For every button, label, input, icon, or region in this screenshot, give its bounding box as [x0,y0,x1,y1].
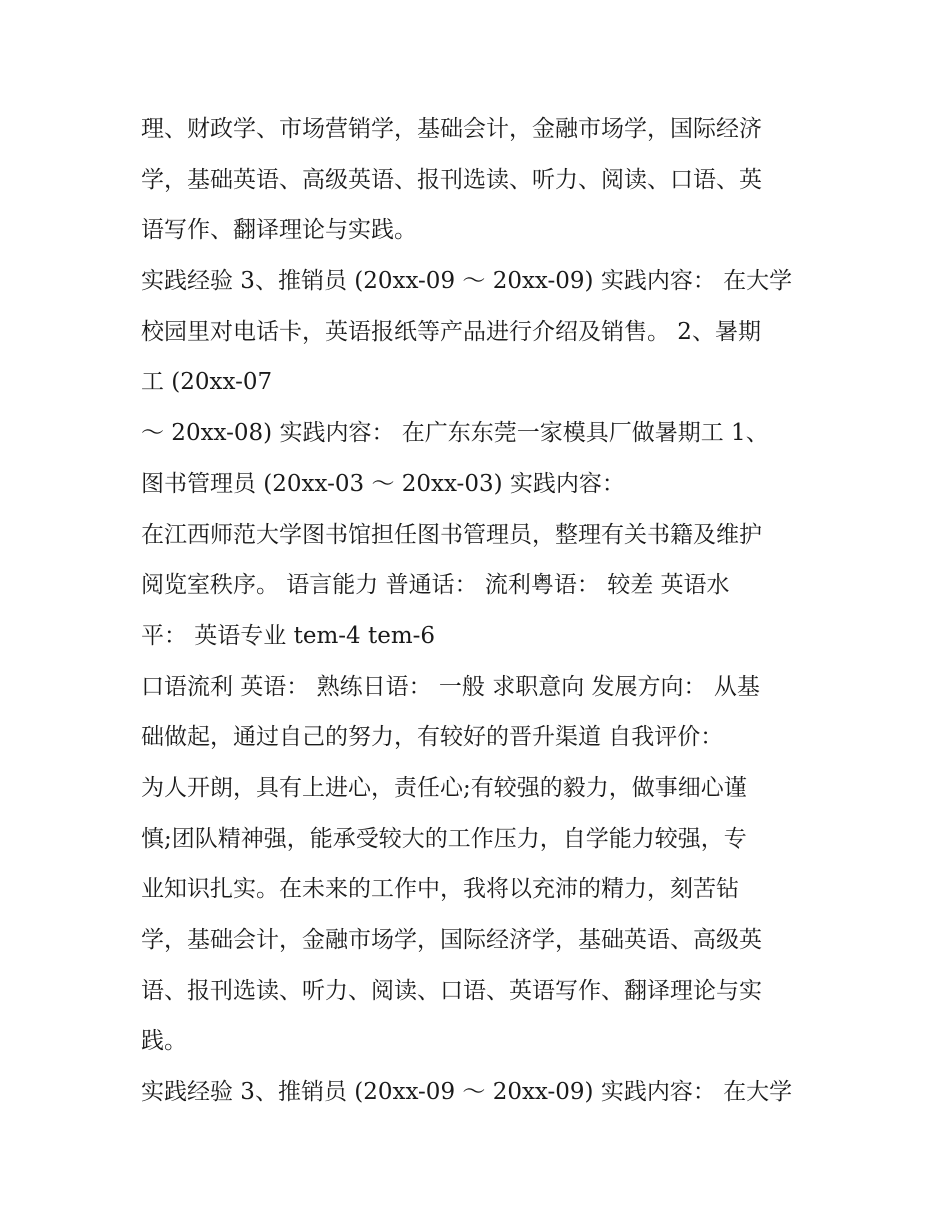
text-line: 实践经验 3、推销员 (20xx-09 ～ 20xx-09) 实践内容： 在大学 [141,1079,793,1106]
text-line: 口语流利 英语： 熟练日语： 一般 求职意向 发展方向： 从基 [141,673,760,700]
text-line: 础做起，通过自己的努力，有较好的晋升渠道 自我评价： [141,724,724,751]
text-line: 图书管理员 (20xx-03 ～ 20xx-03) 实践内容： [141,470,625,497]
text-line: 在江西师范大学图书馆担任图书管理员，整理有关书籍及维护 [141,521,762,548]
text-line: 校园里对电话卡，英语报纸等产品进行介绍及销售。 2、暑期 [141,318,761,345]
text-line: 实践经验 3、推销员 (20xx-09 ～ 20xx-09) 实践内容： 在大学 [141,268,793,295]
text-line: ～ 20xx-08) 实践内容： 在广东东莞一家模具厂做暑期工 1、 [141,420,769,447]
text-line: 工 (20xx-07 [141,369,273,396]
text-line: 慎;团队精神强，能承受较大的工作压力，自学能力较强，专 [141,825,747,852]
text-line: 为人开朗，具有上进心，责任心;有较强的毅力，做事细心谨 [141,774,747,801]
text-line: 践。 [141,1028,187,1055]
text-line: 阅览室秩序。 语言能力 普通话： 流利粤语： 较差 英语水 [141,572,730,599]
text-line: 学，基础英语、高级英语、报刊选读、听力、阅读、口语、英 [141,166,762,193]
text-line: 学，基础会计，金融市场学，国际经济学，基础英语、高级英 [141,927,762,953]
body-text [141,104,821,1118]
text-line: 语、报刊选读、听力、阅读、口语、英语写作、翻译理论与实 [141,977,762,1004]
text-line: 业知识扎实。在未来的工作中，我将以充沛的精力，刻苦钻 [141,876,739,903]
text-line: 理、财政学、市场营销学，基础会计，金融市场学，国际经济 [141,116,762,142]
text-line: 平： 英语专业 tem-4 tem-6 [141,622,436,649]
text-line: 语写作、翻译理论与实践。 [141,217,417,244]
